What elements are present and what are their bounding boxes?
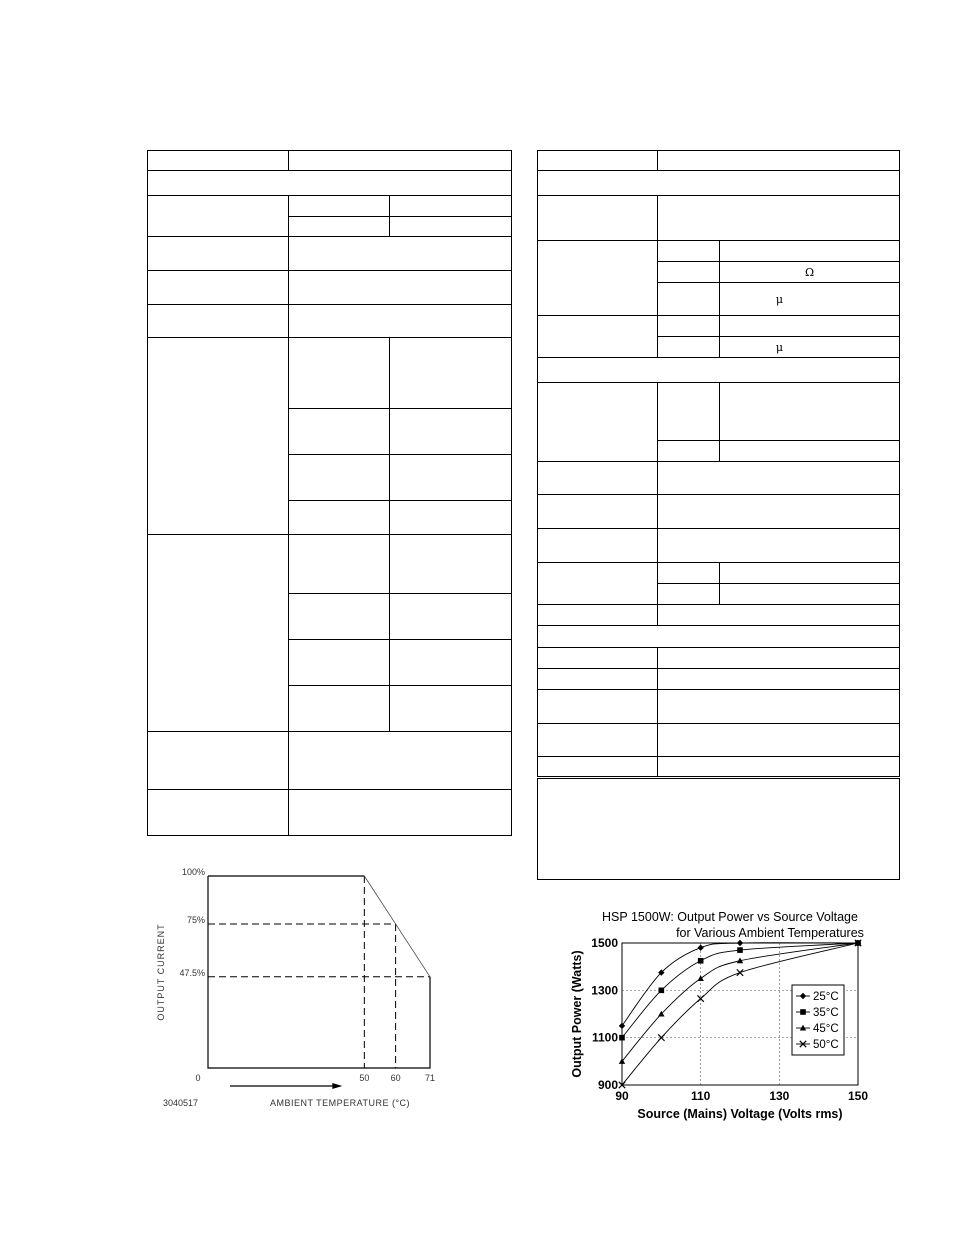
cell — [658, 196, 900, 241]
cell — [538, 648, 658, 669]
cell — [390, 455, 512, 501]
right-spec-table — [537, 150, 900, 880]
cell — [289, 338, 390, 409]
cell — [538, 151, 658, 171]
section-row — [538, 358, 900, 383]
temperature-arrow-icon — [230, 1083, 342, 1089]
chart-y-axis-label: Output Power (Watts) — [570, 950, 584, 1078]
derating-plot-frame — [208, 876, 430, 1068]
cell — [720, 584, 900, 605]
y-tick-label: 1500 — [591, 936, 618, 950]
cell — [658, 283, 720, 316]
y-tick-label: 75% — [186, 915, 205, 925]
cell — [148, 305, 289, 338]
cell — [148, 271, 289, 305]
derating-dashed-guides — [208, 876, 430, 1068]
cell — [390, 409, 512, 455]
cell — [289, 305, 512, 338]
x-tick-label: 150 — [847, 1089, 869, 1103]
data-point — [737, 969, 743, 975]
cell — [720, 383, 900, 441]
cell — [720, 441, 900, 462]
cell — [538, 495, 658, 529]
data-point — [619, 1035, 625, 1041]
figure-id: 3040517 — [163, 1098, 199, 1108]
cell — [538, 196, 658, 241]
cell — [538, 563, 658, 605]
cell — [658, 690, 900, 724]
cell — [289, 732, 512, 790]
cell — [658, 648, 900, 669]
notes-cell — [538, 778, 900, 880]
cell — [148, 196, 289, 237]
chart-subtitle: for Various Ambient Temperatures — [676, 926, 864, 940]
y-tick-label: 900 — [597, 1078, 618, 1092]
cell — [289, 790, 512, 836]
cell — [658, 529, 900, 563]
output-power-chart — [560, 905, 880, 1125]
micro-symbol: μ — [720, 283, 900, 316]
y-tick-label: 1100 — [591, 1030, 618, 1045]
derating-x-axis-label: AMBIENT TEMPERATURE (°C) — [269, 1098, 411, 1108]
cell — [289, 455, 390, 501]
y-tick-label: 47.5% — [179, 967, 205, 978]
legend-label: 45°C — [813, 1023, 839, 1035]
cell — [538, 757, 658, 778]
cell — [538, 724, 658, 757]
cell — [658, 724, 900, 757]
cell — [390, 640, 512, 686]
cell — [658, 563, 720, 584]
cell — [720, 241, 900, 262]
cell — [720, 316, 900, 337]
cell — [148, 790, 289, 836]
cell — [658, 316, 720, 337]
cell — [658, 605, 900, 626]
left-spec-table — [147, 150, 512, 836]
cell — [390, 535, 512, 594]
cell — [538, 529, 658, 563]
data-point — [659, 988, 665, 994]
cell — [538, 690, 658, 724]
data-point — [697, 975, 703, 981]
cell — [289, 271, 512, 305]
cell — [148, 535, 289, 732]
derating-y-tick-labels — [179, 867, 205, 978]
data-point — [697, 945, 703, 951]
cell — [658, 441, 720, 462]
cell — [658, 669, 900, 690]
derating-curve — [208, 876, 430, 977]
cell — [390, 196, 512, 217]
cell — [658, 262, 720, 283]
data-point — [698, 958, 704, 964]
chart-x-tick-labels — [615, 1089, 868, 1103]
cell — [720, 563, 900, 584]
cell — [148, 732, 289, 790]
derating-x-tick-labels — [195, 1073, 435, 1083]
cell — [538, 383, 658, 462]
cell — [538, 241, 658, 316]
cell — [538, 462, 658, 495]
x-tick-label: 90 — [615, 1089, 629, 1103]
legend-label: 50°C — [813, 1039, 839, 1051]
cell — [658, 495, 900, 529]
cell — [148, 151, 289, 171]
ohm-symbol: Ω — [720, 262, 900, 283]
cell — [658, 757, 900, 778]
chart-x-axis-label: Source (Mains) Voltage (Volts rms) — [637, 1107, 843, 1121]
cell — [289, 640, 390, 686]
y-tick-label: 1300 — [591, 983, 618, 998]
cell — [148, 237, 289, 271]
cell — [658, 584, 720, 605]
cell — [538, 605, 658, 626]
cell — [390, 686, 512, 732]
plot-frame — [208, 876, 430, 1068]
cell — [289, 409, 390, 455]
y-tick-label: 100% — [181, 867, 205, 877]
cell — [289, 151, 512, 171]
cell — [658, 383, 720, 441]
section-row — [538, 626, 900, 648]
x-tick-label: 130 — [769, 1089, 790, 1103]
cell — [289, 237, 512, 271]
cell — [658, 241, 720, 262]
arrow-head — [332, 1083, 342, 1089]
chart-title: HSP 1500W: Output Power vs Source Voltage — [602, 910, 858, 924]
derating-y-axis-label: OUTPUT CURRENT — [156, 923, 166, 1021]
legend-label: 25°C — [813, 991, 839, 1003]
x-tick-label: 110 — [690, 1089, 711, 1103]
x-tick-label: 0 — [195, 1073, 201, 1083]
cell — [289, 686, 390, 732]
cell — [390, 217, 512, 237]
cell — [289, 535, 390, 594]
cell — [148, 338, 289, 535]
cell — [289, 217, 390, 237]
x-tick-label: 50 — [359, 1073, 370, 1083]
cell — [658, 151, 900, 171]
x-tick-label: 71 — [424, 1073, 436, 1083]
chart-legend — [792, 985, 844, 1055]
cell — [538, 669, 658, 690]
data-point — [619, 1023, 625, 1029]
micro-symbol: μ — [720, 337, 900, 358]
data-point — [737, 940, 743, 946]
cell — [289, 196, 390, 217]
cell — [390, 501, 512, 535]
legend-marker — [800, 1009, 806, 1015]
legend-label: 35°C — [813, 1007, 839, 1019]
cell — [390, 338, 512, 409]
section-row — [538, 171, 900, 196]
cell — [658, 337, 720, 358]
cell — [390, 594, 512, 640]
section-row — [148, 171, 512, 196]
cell — [289, 594, 390, 640]
cell — [289, 501, 390, 535]
curve-derating-slope — [364, 876, 430, 977]
cell — [658, 462, 900, 495]
data-point — [737, 947, 743, 953]
derating-chart — [150, 852, 510, 1122]
x-tick-label: 60 — [390, 1073, 401, 1083]
cell — [538, 316, 658, 358]
chart-y-tick-labels — [591, 936, 618, 1092]
